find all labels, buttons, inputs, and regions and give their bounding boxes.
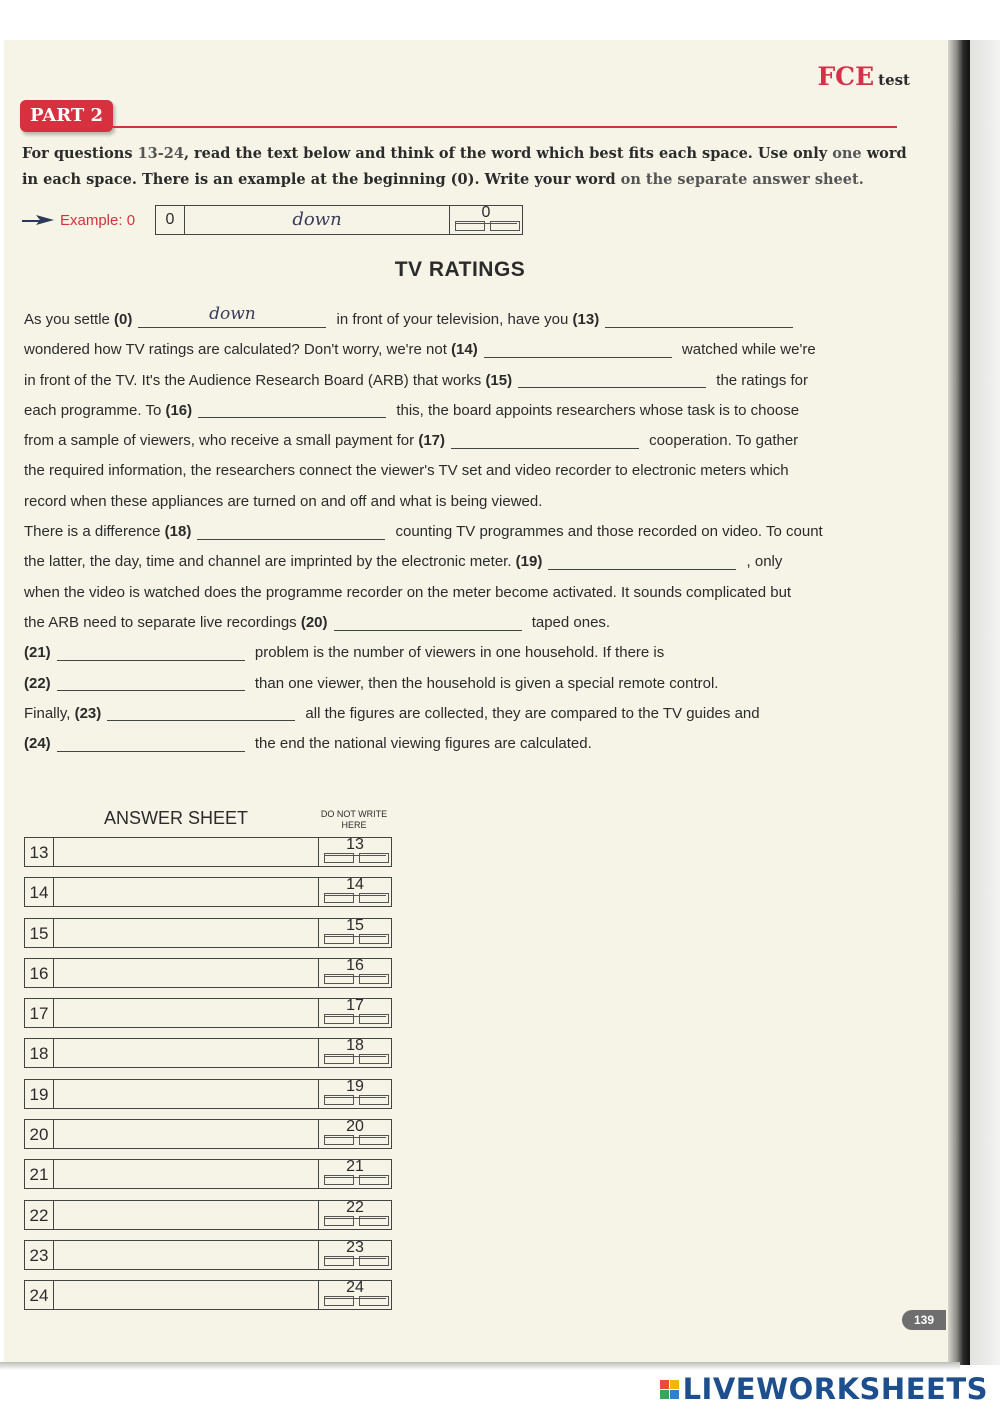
example-row — [22, 204, 491, 235]
text-segment: cooperation. To gather — [645, 432, 799, 450]
part-badge: PART 2 — [20, 100, 113, 132]
marking-code-number: 21 — [346, 1158, 364, 1176]
code-box — [324, 1296, 354, 1306]
book-spine — [948, 40, 970, 1365]
brand-suffix: test — [878, 71, 910, 89]
code-box — [359, 1014, 389, 1024]
arrow-right-icon — [22, 213, 56, 227]
text-segment: taped ones. — [527, 613, 611, 631]
blank-22[interactable] — [57, 676, 245, 691]
code-box — [359, 1256, 389, 1266]
example-number: 0 — [156, 206, 185, 234]
text-segment: As you settle — [24, 311, 115, 328]
answer-row — [24, 1038, 392, 1068]
answer-input-23[interactable] — [54, 1241, 318, 1269]
answer-number: 18 — [25, 1039, 54, 1067]
text-segment: record when these appliances are turned on and off and what is being viewed. — [24, 492, 543, 510]
text-segment: the ratings for — [712, 371, 809, 389]
text-segment: than one viewer, then the household is given a special remote control. — [250, 674, 719, 692]
header-rule — [110, 126, 897, 128]
marking-code-number: 14 — [346, 876, 364, 894]
answer-number: 13 — [25, 838, 54, 866]
marking-code-number: 23 — [346, 1238, 364, 1256]
code-box — [359, 1135, 389, 1145]
text-title: TV RATINGS — [394, 258, 526, 281]
question-number: (14) — [451, 341, 478, 359]
text-segment: wondered how TV ratings are calculated? Don't worry, we're not — [24, 341, 452, 359]
text-segment: problem is the number of viewers in one household. If there is — [250, 644, 665, 662]
answer-number: 14 — [25, 878, 54, 906]
code-box — [324, 1014, 354, 1024]
code-box — [324, 853, 354, 863]
marking-code — [318, 1238, 391, 1269]
answer-input-14[interactable] — [54, 878, 318, 906]
example-code — [449, 206, 522, 234]
instr-3: word in each space. There is an example at the beginning (0). Write your word — [22, 145, 907, 188]
code-box — [359, 893, 389, 903]
answer-number: 16 — [25, 959, 54, 987]
code-box — [455, 221, 485, 231]
do-not-write-label: DO NOT WRITE HERE — [320, 809, 388, 830]
brand-fce: FCE — [817, 62, 875, 91]
code-box — [324, 1256, 354, 1266]
brand-header — [817, 62, 910, 91]
answer-row — [24, 1200, 392, 1230]
answer-input-20[interactable] — [54, 1120, 318, 1148]
liveworksheets-logo — [660, 1372, 988, 1406]
blank-17[interactable] — [451, 434, 639, 449]
blank-13[interactable] — [605, 313, 793, 328]
blank-20[interactable] — [334, 616, 522, 631]
blank-21[interactable] — [57, 646, 245, 661]
question-number: (19) — [515, 553, 543, 571]
answer-input-22[interactable] — [54, 1201, 318, 1229]
text-segment: when the video is watched does the programme recorder on the meter become activated. It sounds complicated but — [24, 583, 792, 601]
code-box — [324, 1135, 354, 1145]
answer-input-13[interactable] — [54, 838, 318, 866]
instr-sheet: on the separate answer sheet. — [620, 171, 864, 188]
question-number: (21) — [24, 644, 51, 662]
text-segment: the latter, the day, time and channel are imprinted by the electronic meter. — [24, 553, 516, 571]
marking-code-number: 17 — [346, 997, 364, 1015]
marking-code — [318, 1120, 391, 1148]
marking-code — [318, 1198, 391, 1229]
text-segment: watched while we're — [677, 341, 816, 359]
page-shadow — [0, 1362, 960, 1370]
watermark-text: LIVEWORKSHEETS — [682, 1372, 988, 1406]
blank-18[interactable] — [197, 525, 385, 540]
code-box — [359, 1216, 389, 1226]
marking-code-number: 13 — [346, 836, 364, 853]
marking-code-number: 22 — [346, 1198, 364, 1216]
blank-14[interactable] — [484, 343, 672, 358]
example-answer: down — [292, 209, 342, 230]
blank-0 — [138, 303, 326, 328]
code-box — [324, 893, 354, 903]
blank-23[interactable] — [107, 706, 295, 721]
example-box — [155, 205, 523, 235]
answer-number: 23 — [25, 1241, 54, 1269]
text-segment: each programme. To — [24, 401, 166, 419]
text-segment: the ARB need to separate live recordings — [24, 613, 301, 631]
text-segment: this, the board appoints researchers whose task is to choose — [392, 401, 800, 419]
code-box — [324, 1054, 354, 1064]
answer-row — [24, 1079, 392, 1109]
instr-2: , read the text below and think of the word which best fits each space. Use only — [183, 145, 833, 162]
code-box — [490, 221, 520, 231]
answer-row — [24, 998, 392, 1028]
marking-code — [318, 878, 391, 906]
text-segment: , only — [742, 553, 783, 571]
code-box — [359, 853, 389, 863]
answer-number: 24 — [25, 1281, 54, 1309]
answer-number: 22 — [25, 1201, 54, 1229]
blank-15[interactable] — [518, 373, 706, 388]
answer-number: 21 — [25, 1160, 54, 1188]
instr-1: For questions — [22, 145, 138, 162]
marking-code — [318, 999, 391, 1027]
text-segment: in front of your television, have you — [332, 311, 573, 328]
marking-code — [318, 838, 391, 866]
text-segment: the end the national viewing figures are calculated. — [250, 735, 592, 753]
code-box — [324, 1216, 354, 1226]
marking-code-number: 18 — [346, 1037, 364, 1055]
code-box — [324, 1175, 354, 1185]
marking-code-number: 19 — [346, 1077, 364, 1095]
answer-row — [24, 918, 392, 948]
code-box — [324, 934, 354, 944]
question-number: (17) — [418, 432, 446, 450]
question-number: (23) — [74, 704, 102, 722]
example-label: Example: 0 — [60, 211, 136, 229]
answer-number: 20 — [25, 1120, 54, 1148]
text-segment: in front of the TV. It's the Audience Research Board (ARB) that works — [24, 371, 486, 389]
answer-number: 19 — [25, 1080, 54, 1108]
answer-row — [24, 1240, 392, 1270]
text-segment: Finally, — [24, 704, 75, 722]
answer-input-15[interactable] — [54, 919, 318, 947]
answer-row — [24, 958, 392, 988]
marking-code — [318, 956, 391, 987]
answer-number: 15 — [25, 919, 54, 947]
answer-sheet — [24, 837, 392, 1321]
text-segment: the required information, the researchers connect the viewer's TV set and video recorder to electronic meters which — [24, 462, 789, 480]
code-box — [324, 974, 354, 984]
marking-code — [318, 1160, 391, 1188]
code-box — [359, 1175, 389, 1185]
answer-row — [24, 1280, 392, 1310]
page-number: 139 — [902, 1310, 946, 1330]
cloze-text — [24, 305, 914, 759]
marking-code — [318, 1281, 391, 1309]
answer-number: 17 — [25, 999, 54, 1027]
text-segment: There is a difference — [24, 523, 165, 541]
question-number: (13) — [572, 311, 600, 328]
question-number: (15) — [485, 371, 513, 389]
answer-row — [24, 837, 392, 867]
answer-row — [24, 1159, 392, 1189]
logo-icon — [660, 1380, 679, 1399]
instr-range: 13-24 — [137, 145, 184, 162]
code-box — [359, 934, 389, 944]
marking-code-number: 16 — [346, 956, 364, 974]
instructions — [22, 141, 912, 193]
example-fill: down — [209, 303, 256, 324]
question-number: (0) — [114, 311, 133, 328]
question-number: (16) — [165, 401, 193, 419]
answer-input-17[interactable] — [54, 999, 318, 1027]
code-box — [359, 1296, 389, 1306]
code-box — [324, 1095, 354, 1105]
text-segment: counting TV programmes and those recorded on video. To count — [391, 523, 823, 541]
question-number: (22) — [24, 674, 51, 692]
page-edge — [970, 40, 1000, 1365]
marking-code-number: 20 — [346, 1118, 364, 1136]
marking-code — [318, 916, 391, 947]
answer-input-21[interactable] — [54, 1160, 318, 1188]
answer-row — [24, 1119, 392, 1149]
answer-input-19[interactable] — [54, 1080, 318, 1108]
question-number: (18) — [164, 523, 192, 541]
text-segment: from a sample of viewers, who receive a small payment for — [24, 432, 419, 450]
answer-input-16[interactable] — [54, 959, 318, 987]
instr-one: one — [832, 145, 862, 162]
blank-16[interactable] — [198, 403, 386, 418]
example-code-number: 0 — [481, 204, 491, 221]
question-number: (20) — [300, 613, 328, 631]
marking-code-number: 24 — [346, 1279, 364, 1297]
blank-24[interactable] — [57, 737, 245, 752]
marking-code — [318, 1077, 391, 1108]
answer-row — [24, 877, 392, 907]
text-segment: all the figures are collected, they are compared to the TV guides and — [301, 704, 760, 722]
code-box — [359, 974, 389, 984]
question-number: (24) — [24, 735, 51, 753]
code-box — [359, 1095, 389, 1105]
answer-input-18[interactable] — [54, 1039, 318, 1067]
answer-sheet-title: ANSWER SHEET — [104, 808, 249, 828]
blank-19[interactable] — [548, 555, 736, 570]
marking-code — [318, 1039, 391, 1067]
code-box — [359, 1054, 389, 1064]
answer-input-24[interactable] — [54, 1281, 318, 1309]
marking-code-number: 15 — [346, 916, 364, 934]
